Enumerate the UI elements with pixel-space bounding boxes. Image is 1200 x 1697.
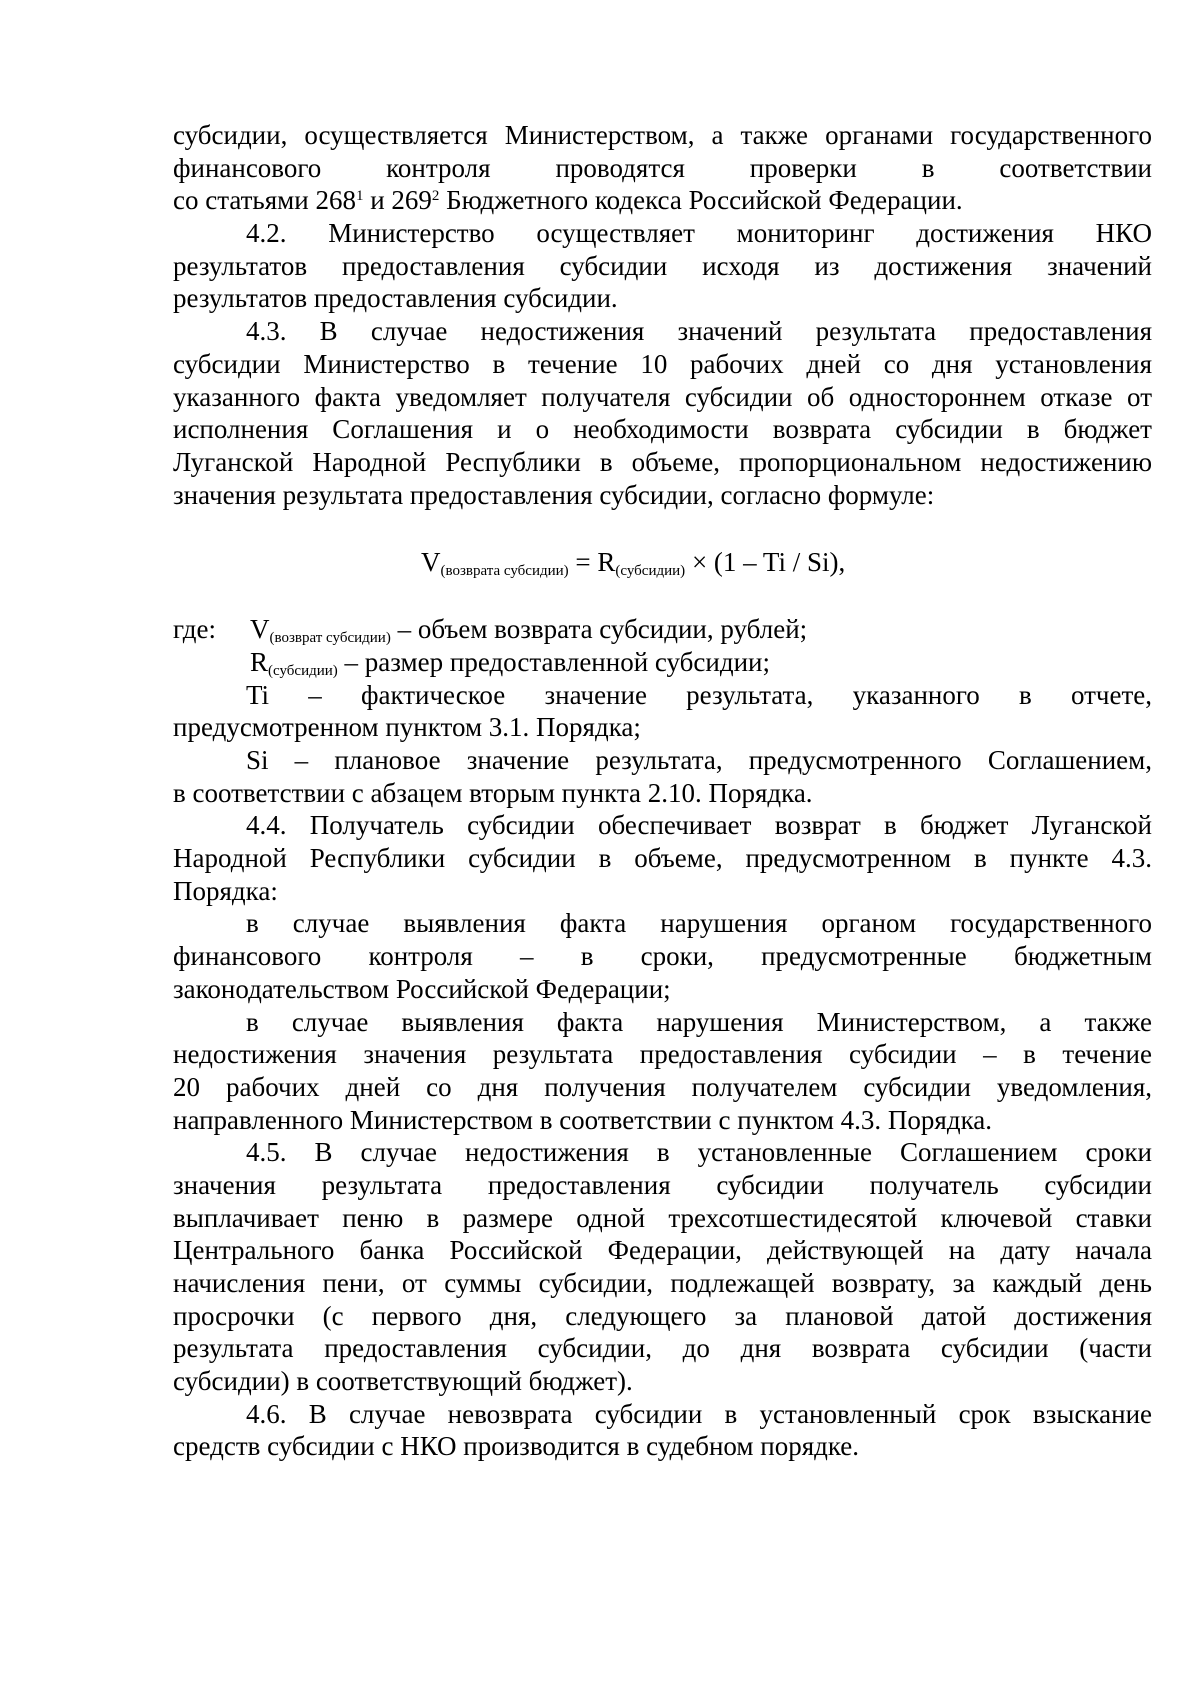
text-line: Порядка: <box>173 875 278 906</box>
text-line: исполнения Соглашения и о необходимости возврата субсидии в бюджет <box>173 414 1152 445</box>
text-line: 4.3. В случае недостижения значений результата предоставления <box>246 316 1152 347</box>
where-label: где: <box>173 614 216 645</box>
text-line: результатов предоставления субсидии исходя из достижения значений <box>173 250 1152 281</box>
legend-subscript: (субсидии) <box>268 662 338 679</box>
legend-symbol: V <box>250 614 270 645</box>
paragraph-case-1 <box>173 907 1152 1005</box>
text-line: выплачивает пеню в размере одной трехсотшестидесятой ключевой ставки <box>173 1202 1152 1233</box>
text-line: результатов предоставления субсидии. <box>173 283 618 314</box>
text-line: 4.5. В случае недостижения в установленные Соглашением сроки <box>246 1137 1152 1168</box>
text-line: субсидии Министерство в течение 10 рабочих дней со дня установления <box>173 348 1152 379</box>
text-line: в соответствии с абзацем вторым пункта 2.10. Порядка. <box>173 777 813 808</box>
legend-symbol: R <box>250 646 269 677</box>
text-run: и 269 <box>363 185 432 216</box>
formula-legend-si <box>173 744 1152 809</box>
formula-v: V <box>421 547 441 578</box>
paragraph-case-2 <box>173 1006 1152 1137</box>
text-line: просрочки (с первого дня, следующего за плановой датой достижения <box>173 1300 1152 1331</box>
text-line: Народной Республики субсидии в объеме, предусмотренном в пункте 4.3. <box>173 843 1152 874</box>
paragraph-4-6 <box>173 1398 1152 1463</box>
text-line: 4.2. Министерство осуществляет мониторинг достижения НКО <box>246 218 1152 249</box>
formula-legend-ti <box>173 679 1152 744</box>
text-line: субсидии) в соответствующий бюджет). <box>173 1366 633 1397</box>
formula-r-subscript: (субсидии) <box>615 563 686 580</box>
text-line: в случае выявления факта нарушения Министерством, а также <box>246 1006 1152 1037</box>
text-line: 20 рабочих дней со дня получения получателем субсидии уведомления, <box>173 1071 1152 1102</box>
superscript: 2 <box>431 188 440 205</box>
formula-eq: = R <box>568 547 616 578</box>
text-line: значения результата предоставления субсидии получатель субсидии <box>173 1169 1152 1200</box>
formula-legend-v <box>173 613 1152 646</box>
legend-text: – объем возврата субсидии, рублей; <box>390 614 808 645</box>
text-line: Луганской Народной Республики в объеме, пропорциональном недостижению <box>173 446 1152 477</box>
text-line: 4.6. В случае невозврата субсидии в установленный срок взыскание <box>246 1398 1152 1429</box>
text-line: направленного Министерством в соответствии с пунктом 4.3. Порядка. <box>173 1104 993 1135</box>
formula-rest: × (1 – Ti / Si), <box>685 547 846 578</box>
text-line: значения результата предоставления субсидии, согласно формуле: <box>173 479 935 510</box>
document-body <box>173 119 1152 1463</box>
text-run: со статьями 268 <box>173 185 356 216</box>
text-line: финансового контроля – в сроки, предусмотренные бюджетным <box>173 941 1152 972</box>
text-line: средств субсидии с НКО производится в судебном порядке. <box>173 1431 860 1462</box>
text-line: субсидии, осуществляется Министерством, а также органами государственного <box>173 120 1152 150</box>
paragraph-4-5 <box>173 1136 1152 1398</box>
superscript: 1 <box>355 188 364 205</box>
text-line: результата предоставления субсидии, до дня возврата субсидии (части <box>173 1333 1152 1364</box>
text-line: начисления пени, от суммы субсидии, подлежащей возврату, за каждый день <box>173 1268 1152 1298</box>
formula-v-subscript: (возврата субсидии) <box>440 563 569 580</box>
text-line: 4.4. Получатель субсидии обеспечивает возврат в бюджет Луганской <box>246 810 1152 841</box>
paragraph-4-2 <box>173 217 1152 315</box>
text-line: Ti – фактическое значение результата, указанного в отчете, <box>246 679 1152 710</box>
paragraph-4-4 <box>173 809 1152 907</box>
text-line: Si – плановое значение результата, предусмотренного Соглашением, <box>246 745 1152 775</box>
text-line: недостижения значения результата предоставления субсидии – в течение <box>173 1039 1152 1070</box>
legend-text: – размер предоставленной субсидии; <box>337 646 770 677</box>
text-line <box>173 184 1152 217</box>
text-run: Бюджетного кодекса Российской Федерации. <box>439 185 963 216</box>
legend-subscript: (возврат субсидии) <box>269 630 391 647</box>
text-line: законодательством Российской Федерации; <box>173 973 671 1004</box>
text-line: Центрального банка Российской Федерации, действующей на дату начала <box>173 1235 1152 1266</box>
text-line: предусмотренном пунктом 3.1. Порядка; <box>173 712 641 743</box>
formula-legend-r <box>173 646 1152 679</box>
paragraph-continuation <box>173 119 1152 217</box>
paragraph-4-3 <box>173 315 1152 511</box>
text-line: финансового контроля проводятся проверки в соответствии <box>173 152 1152 183</box>
formula <box>173 529 1152 595</box>
text-line: указанного факта уведомляет получателя субсидии об одностороннем отказе от <box>173 381 1152 412</box>
text-line: в случае выявления факта нарушения органом государственного <box>246 908 1152 939</box>
